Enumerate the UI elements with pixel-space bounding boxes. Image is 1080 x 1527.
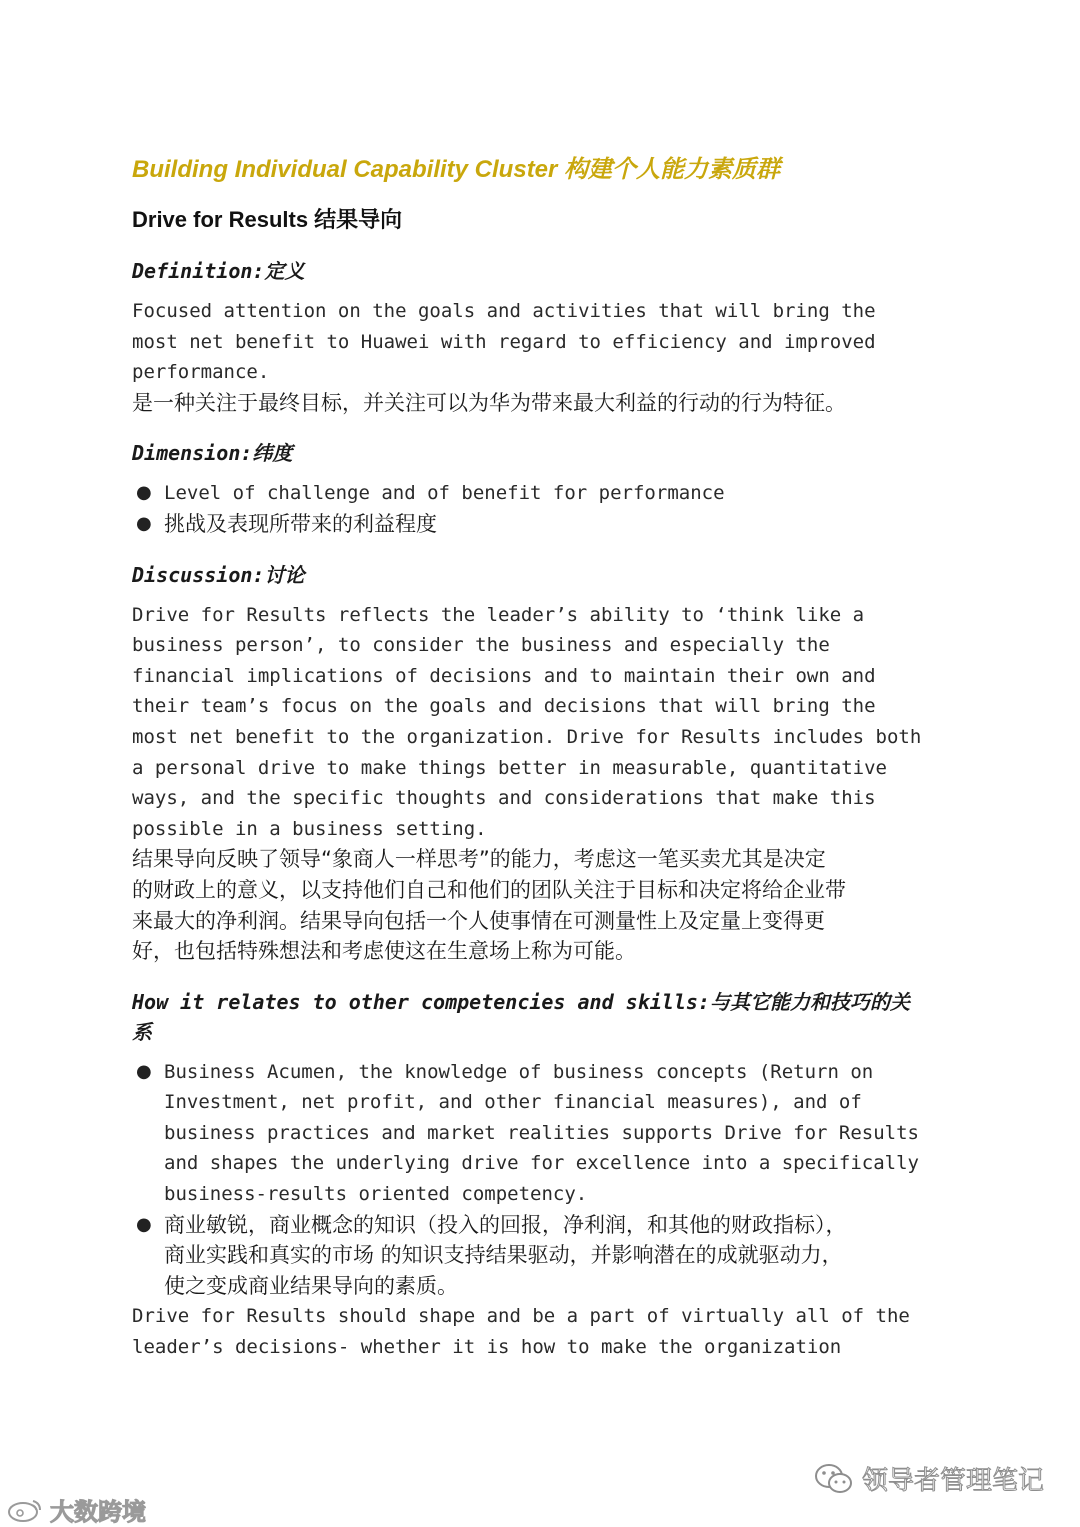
weibo-watermark: [6, 1492, 146, 1527]
relations-section: [132, 987, 952, 1363]
list-item: [132, 1210, 952, 1302]
definition-chinese: 是一种关注于最终目标，并关注可以为华为带来最大利益的行动的行为特征。: [132, 390, 846, 415]
relations-item-english: Business Acumen, the knowledge of business concepts (Return on Investment, net profit, and other financial measures), and of business practices and market realities supports Drive for Results and shapes the underlying drive for excellence into a specifically business-results oriented competency.: [164, 1060, 919, 1206]
relations-item-chinese: 商业敏锐，商业概念的知识（投入的回报，净利润，和其他的财政指标）， 商业实践和真实的市场 的知识支持结果驱动，并影响潜在的成就驱动力， 使之变成商业结果导向的素质。: [164, 1212, 847, 1298]
relations-label: How it relates to other competencies and skills:与其它能力和技巧的关 系: [132, 989, 910, 1044]
dimension-section: [132, 438, 952, 539]
dimension-item-chinese: 挑战及表现所带来的利益程度: [164, 511, 437, 536]
wechat-icon: [814, 1462, 854, 1496]
document-title: Building Individual Capability Cluster 构建个人能力素质群: [132, 156, 781, 183]
definition-english: Focused attention on the goals and activities that will bring the most net benefit to Huawei with regard to efficiency and improved performance.: [132, 300, 876, 384]
bullet-icon: ●: [136, 512, 152, 534]
dimension-item-english: Level of challenge and of benefit for performance: [164, 482, 725, 505]
section-heading: Drive for Results 结果导向: [132, 207, 403, 232]
discussion-section: [132, 560, 952, 967]
bullet-icon: ●: [136, 1213, 152, 1235]
dimension-label: Dimension:纬度: [132, 441, 293, 466]
list-item: [132, 1057, 952, 1210]
wechat-watermark: [814, 1460, 1044, 1497]
document-page: [132, 150, 952, 1363]
relations-list: [132, 1057, 952, 1302]
definition-section: [132, 256, 952, 418]
list-item: [132, 509, 952, 540]
weibo-watermark-text: 大数跨境: [50, 1498, 146, 1526]
wechat-watermark-text: 领导者管理笔记: [861, 1466, 1044, 1496]
bullet-icon: ●: [136, 1060, 152, 1082]
list-item: [132, 478, 952, 509]
definition-label: Definition:定义: [132, 259, 305, 283]
relations-closing: Drive for Results should shape and be a part of virtually all of the leader’s decisions- whether it is how to make the organization: [132, 1305, 910, 1359]
dimension-list: [132, 478, 952, 539]
discussion-chinese: 结果导向反映了领导“象商人一样思考”的能力，考虑这一笔买卖尤其是决定 的财政上的意义，以支持他们自己和他们的团队关注于目标和决定将给企业带 来最大的净利润。结果导向包括一个人使事情在可测量性上及定量上变得更 好，也包括特殊想法和考虑使这在生意场上称为可能。: [132, 847, 846, 964]
discussion-label: Discussion:讨论: [132, 562, 305, 587]
discussion-english: Drive for Results reflects the leader’s ability to ‘think like a business person’, to consider the business and especially the financial implications of decisions and to maintain their own and their team’s focus on the goals and decisions that will bring the most net benefit to the organization. Drive for Results includes both a personal drive to make things better in measurable, quantitative ways, and the specific thoughts and considerations that make this possible in a business setting.: [132, 603, 922, 840]
weibo-logo-icon: [6, 1497, 44, 1523]
bullet-icon: ●: [136, 482, 152, 504]
